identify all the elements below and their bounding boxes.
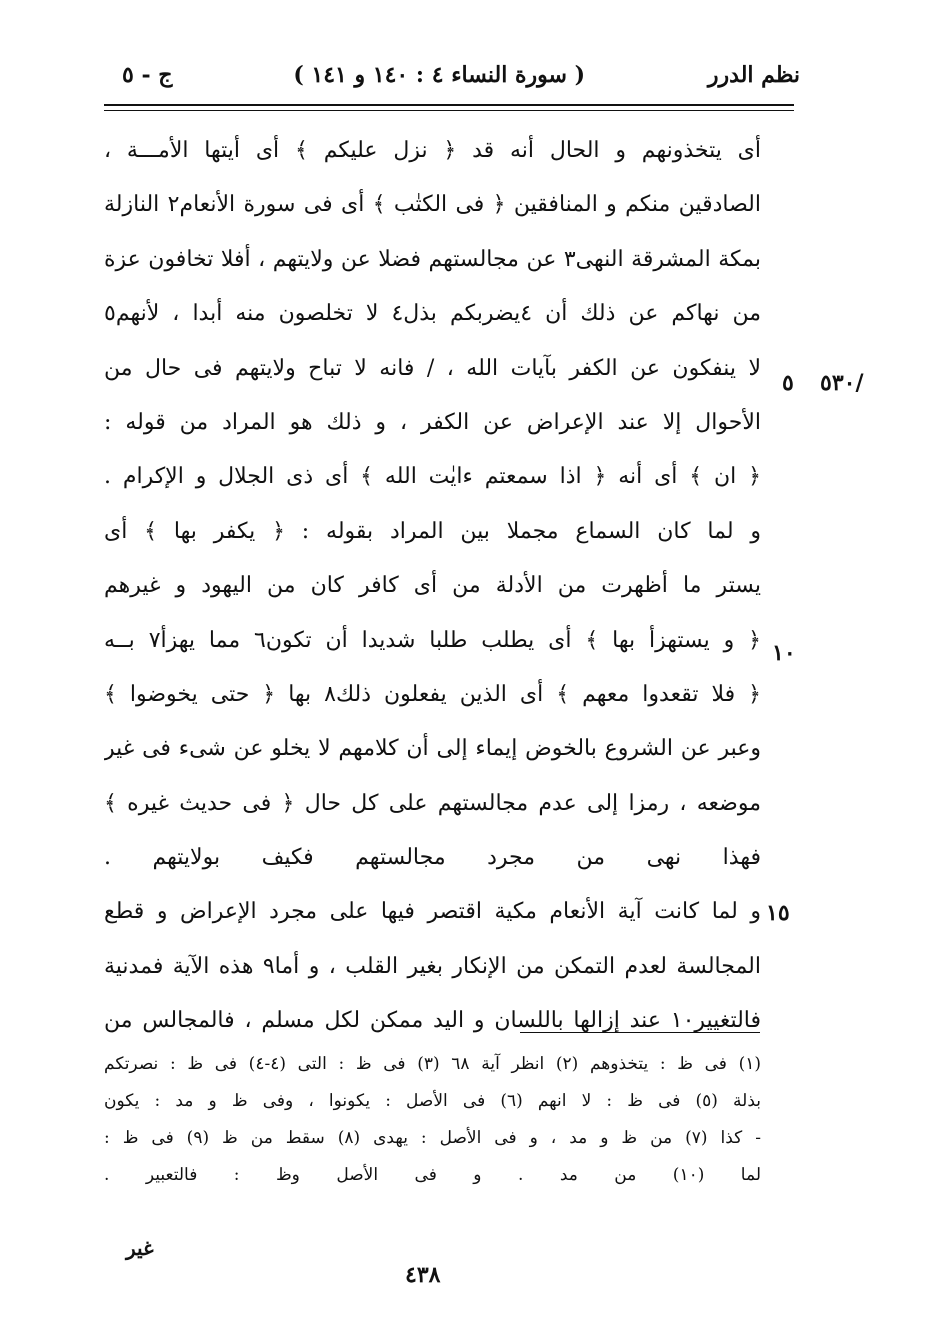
line-number-5: ٥ — [782, 370, 794, 396]
footnote-line: لما (١٠) من مد . و فى الأصل وظ : فالتعبير . — [104, 1165, 761, 1185]
text-line: الصادقين منكم و المنافقين ﴿ فى الكتٰب ﴾ أى فى سورة الأنعام٢ النازلة — [104, 192, 761, 218]
footnote-line: بذلة (٥) فى ظ : لا انهم (٦) فى الأصل : يكونوا ، وفى ظ و مد : يكون — [104, 1091, 761, 1111]
footnote-line: - كذا (٧) من ظ و مد ، و فى الأصل : يهدى (٨) سقط من ظ (٩) فى ظ : — [104, 1128, 761, 1148]
text-line: موضعه ، رمزا إلى عدم مجالستهم على كل حال ﴿ فى حديث غيره ﴾ — [104, 790, 761, 816]
header-rule — [104, 104, 794, 106]
text-line: الأحوال إلا عند الإعراض عن الكفر ، و ذلك هو المراد من قوله : — [104, 409, 761, 435]
text-line: و لما كانت آية الأنعام مكية اقتصر فيها على مجرد الإعراض و قطع — [104, 899, 761, 925]
text-line: لا ينفكون عن الكفر بآيات الله ، / فانه لا تباح ولايتهم فى حال من — [104, 355, 761, 381]
surah-reference: ( سورة النساء ٤ : ١٤٠ و ١٤١ ) — [293, 62, 585, 88]
catchword: غير — [126, 1236, 154, 1260]
text-line: من نهاكم عن ذلك أن ٤يضربكم بذل٤ لا تخلصون منه أبدا ، لأنهم٥ — [104, 301, 761, 327]
page-number: ٤٣٨ — [405, 1262, 441, 1288]
footnote-rule — [520, 1032, 760, 1033]
text-line: و لما كان السماع مجملا بين المراد بقوله : ﴿ يكفر بها ﴾ أى — [104, 518, 761, 544]
running-header — [110, 62, 800, 102]
text-line: ﴿ ان ﴾ أى أنه ﴿ اذا سمعتم ءايٰت الله ﴾ أى ذى الجلال و الإكرام . — [104, 464, 761, 490]
text-line: ﴿ فلا تقعدوا معهم ﴾ أى الذين يفعلون ذلك٨ بها ﴿ حتى يخوضوا ﴾ — [104, 681, 761, 707]
main-text — [104, 124, 761, 1049]
volume-number: ج - ٥ — [122, 62, 173, 88]
line-number-10: ١٠ — [772, 640, 796, 666]
text-line: ﴿ و يستهزأ بها ﴾ أى يطلب طلبا شديدا أن تكون٦ مما يهزأ٧ بــه — [104, 627, 761, 653]
text-line: بمكة المشرقة النهى٣ عن مجالستهم فضلا عن ولايتهم ، أفلا تخافون عزة — [104, 246, 761, 272]
footnote-line: (١) فى ظ : يتخذوهم (٢) انظر آية ٦٨ (٣) فى ظ : التى (٤-٤) فى ظ : نصرتكم — [104, 1054, 761, 1074]
text-line: وعبر عن الشروع بالخوض إيماء إلى أن كلامهم لا يخلو عن شىء فى غير — [104, 736, 761, 762]
folio-marker: ٥٣٠/ — [820, 370, 864, 396]
text-line: فهذا نهى من مجرد مجالستهم فكيف بولايتهم . — [104, 845, 761, 871]
text-line: يستر ما أظهرت من الأدلة من أى كافر كان من اليهود و غيرهم — [104, 573, 761, 599]
header-rule-thin — [104, 110, 794, 111]
line-number-15: ١٥ — [766, 900, 790, 926]
text-line: أى يتخذونهم و الحال أنه قد ﴿ نزل عليكم ﴾ أى أيتها الأمـــة ، — [104, 138, 761, 163]
footnotes — [104, 1046, 761, 1194]
book-title: نظم الدرر — [707, 62, 800, 88]
text-line: فالتغيير١٠ عند إزالها باللسان و اليد ممكن لكل مسلم ، فالمجالس من — [104, 1008, 761, 1034]
text-line: المجالسة لعدم التمكن من الإنكار بغير القلب ، و أما٩ هذه الآية فمدنية — [104, 953, 761, 979]
